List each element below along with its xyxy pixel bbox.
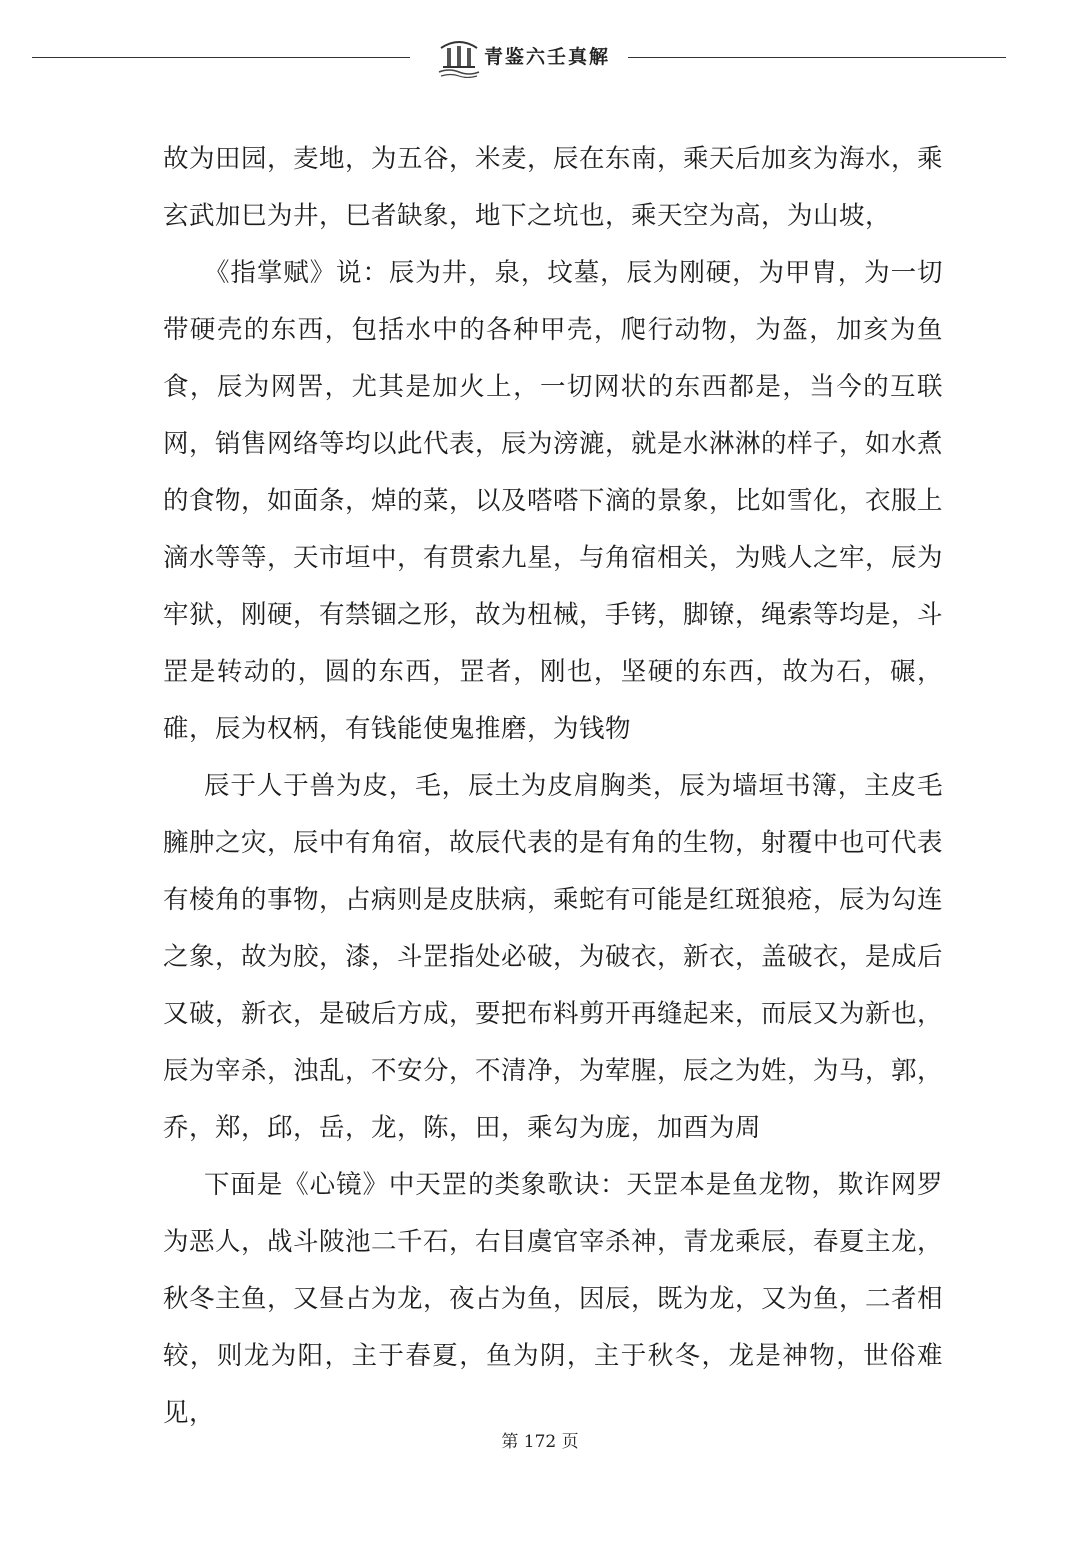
paragraph-2: 《指掌赋》说：辰为井，泉，坟墓，辰为刚硬，为甲胄，为一切带硬壳的东西，包括水中的各种甲壳，爬行动物，为盔，加亥为鱼食，辰为网罟，尤其是加火上，一切网状的东西都是，当今的互联网，销售网络等均以此代表，辰为滂漉，就是水淋淋的样子，如水煮的食物，如面条，焯的菜，以及嗒嗒下滴的景象，比如雪化，衣服上滴水等等，天市垣中，有贯索九星，与角宿相关，为贱人之牢，辰为牢狱，刚硬，有禁锢之形，故为杻械，手铐，脚镣，绳索等均是，斗罡是转动的，圆的东西，罡者，刚也，坚硬的东西，故为石，碾，碓，辰为权柄，有钱能使鬼推磨，为钱物 <box>163 258 944 744</box>
page-header <box>0 30 1080 86</box>
header-title: 青鉴六壬真解 <box>484 46 611 68</box>
header-rule-left <box>32 57 410 58</box>
book-logo-icon <box>437 34 481 78</box>
page-body <box>163 131 943 1442</box>
paragraph-3: 辰于人于兽为皮，毛，辰土为皮肩胸类，辰为墙垣书簿，主皮毛臃肿之灾，辰中有角宿，故辰代表的是有角的生物，射覆中也可代表有棱角的事物，占病则是皮肤病，乘蛇有可能是红斑狼疮，辰为勾连之象，故为胶，漆，斗罡指处必破，为破衣，新衣，盖破衣，是成后又破，新衣，是破后方成，要把布料剪开再缝起来，而辰又为新也，辰为宰杀，浊乱，不安分，不清净，为荤腥，辰之为姓，为马，郭，乔，郑，邱，岳，龙，陈，田，乘勾为庞，加酉为周 <box>163 771 944 1143</box>
page-number: 第 172 页 <box>501 1432 579 1452</box>
header-rule-right <box>628 57 1006 58</box>
paragraph-4: 下面是《心镜》中天罡的类象歌诀：天罡本是鱼龙物，欺诈网罗为恶人，战斗陂池二千石，右目虞官宰杀神，青龙乘辰，春夏主龙，秋冬主鱼，又昼占为龙，夜占为鱼，因辰，既为龙，又为鱼，二者相较，则龙为阳，主于春夏，鱼为阴，主于秋冬，龙是神物，世俗难见， <box>163 1170 944 1428</box>
paragraph-1: 故为田园，麦地，为五谷，米麦，辰在东南，乘天后加亥为海水，乘玄武加巳为井，巳者缺象，地下之坑也，乘天空为高，为山坡， <box>163 144 944 231</box>
